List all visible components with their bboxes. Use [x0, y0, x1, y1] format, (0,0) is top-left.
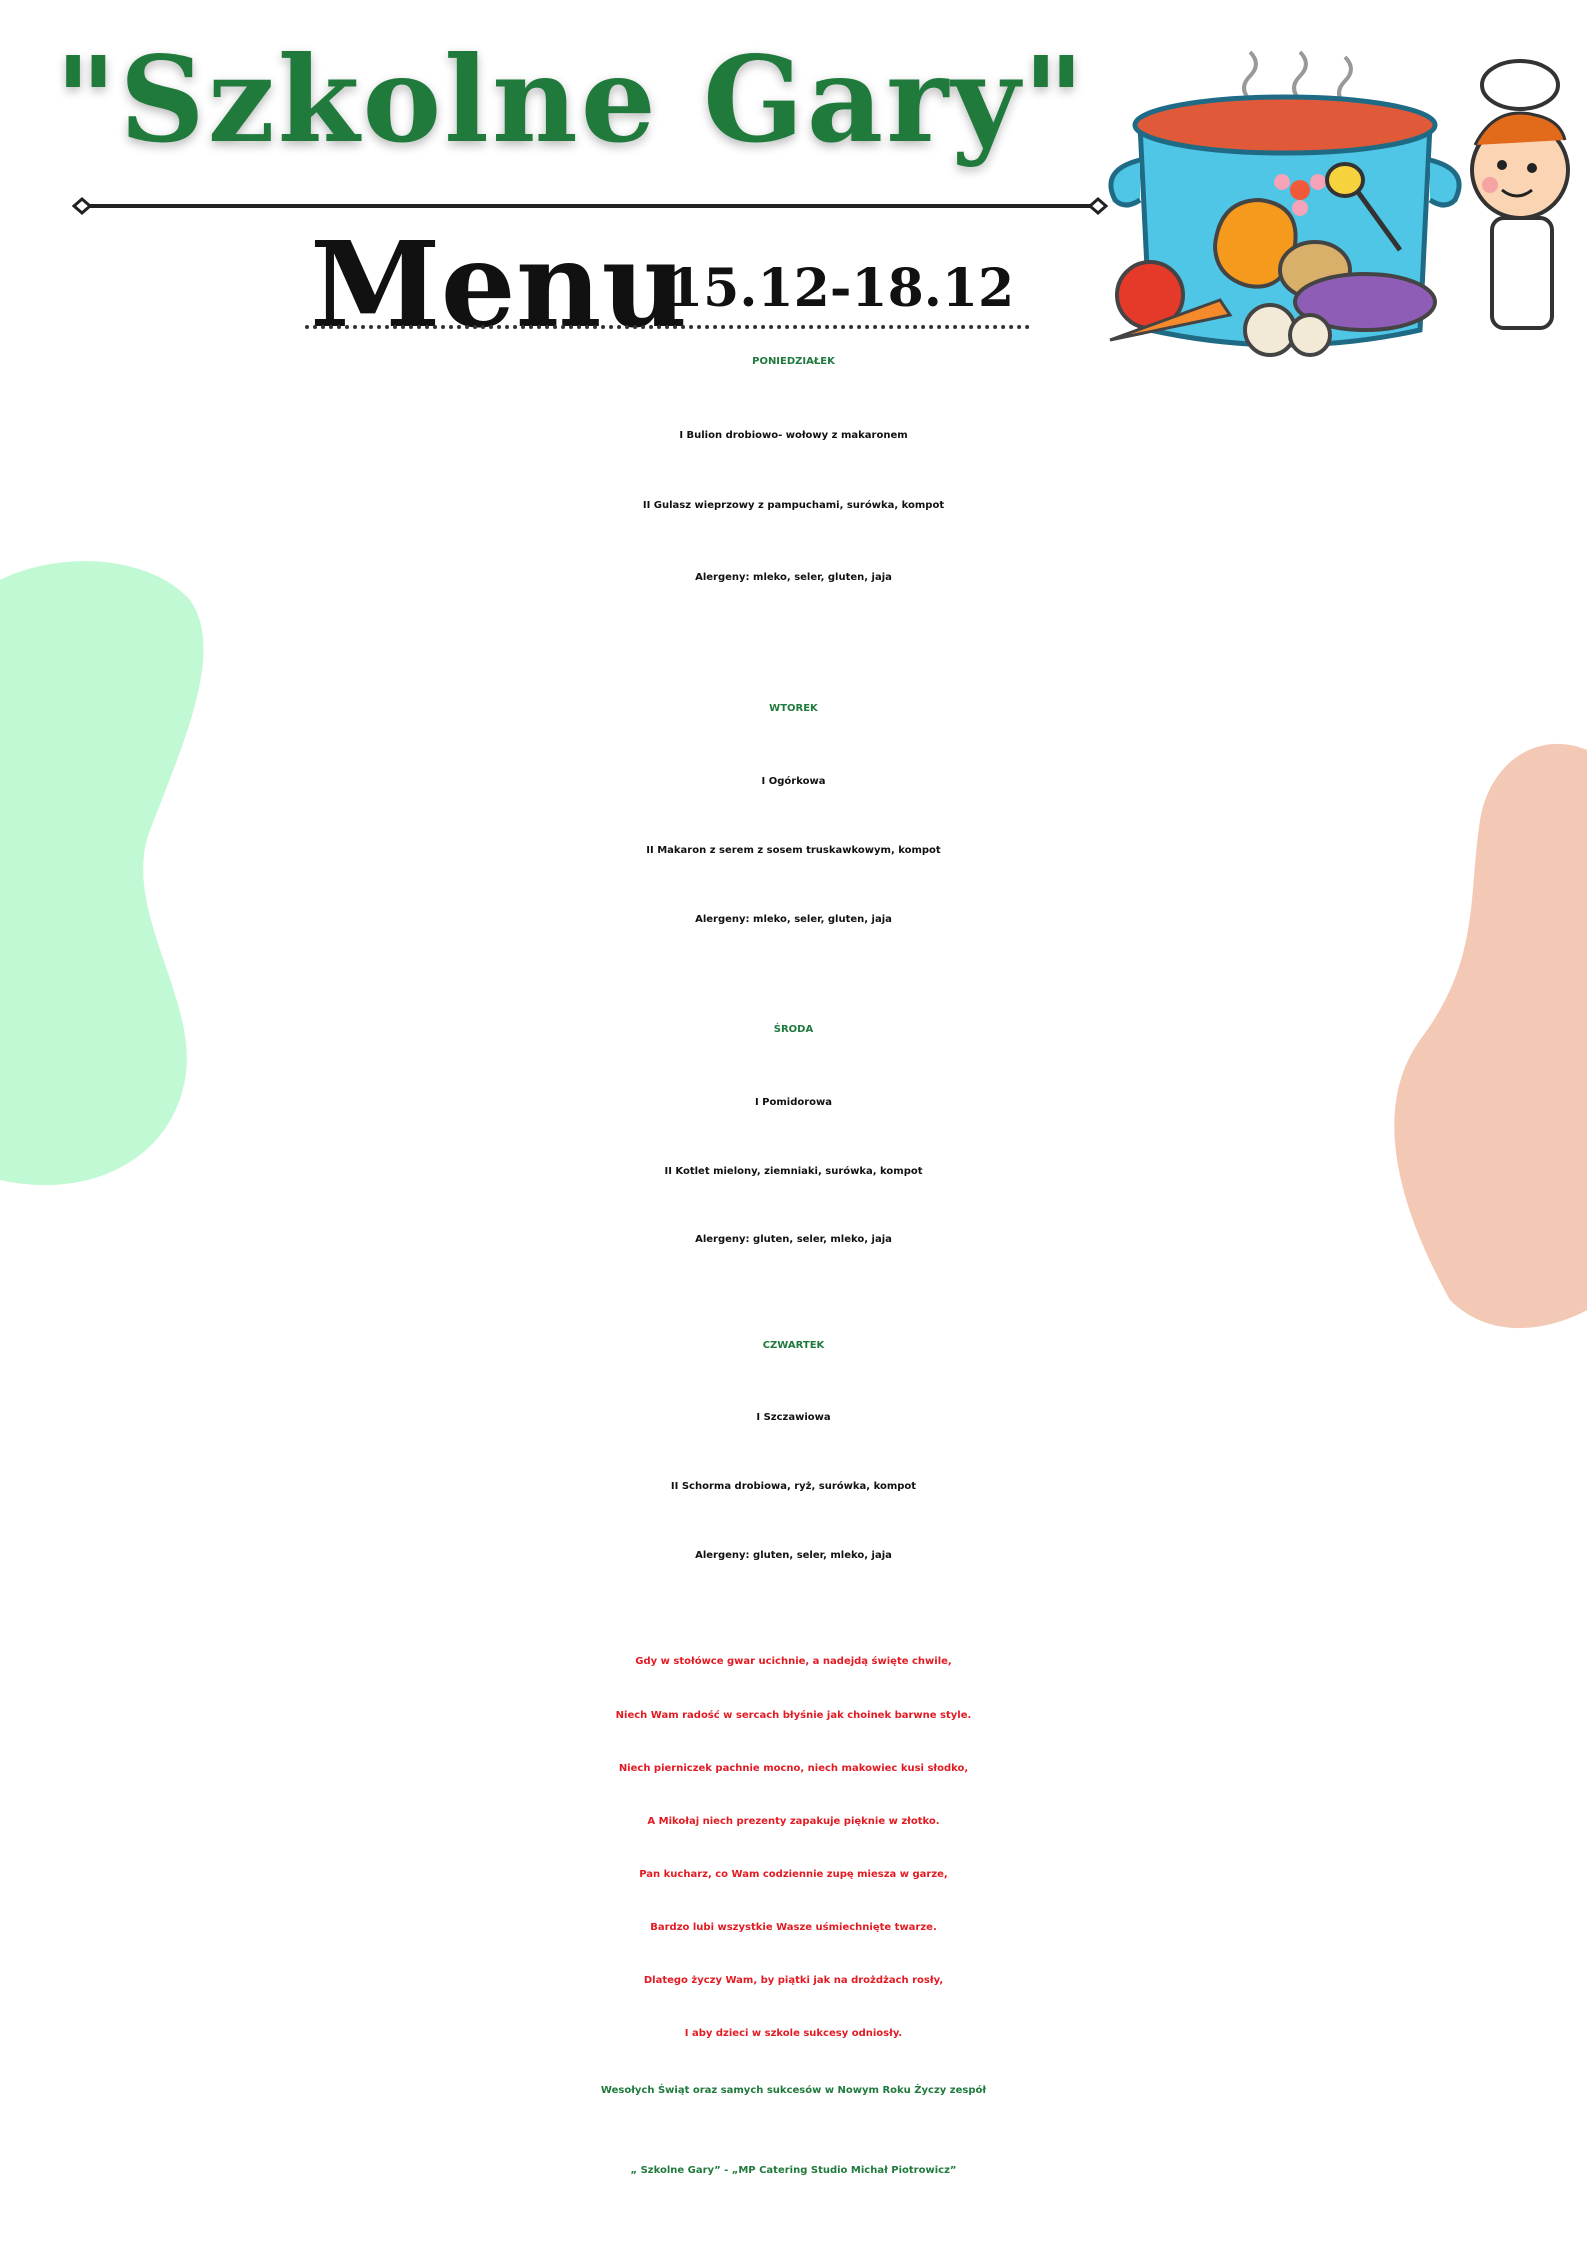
page-title: "Szkolne Gary"	[55, 30, 1088, 169]
greeting-signature: „ Szkolne Gary” - „MP Catering Studio Michał Piotrowicz”	[630, 2165, 957, 2176]
allergens-info: Alergeny: mleko, seler, gluten, jaja	[695, 572, 892, 583]
dish-second-course: II Makaron z serem z sosem truskawkowym, kompot	[646, 845, 941, 856]
cooking-pot-illustration	[1100, 40, 1570, 370]
dish-first-course: I Bulion drobiowo- wołowy z makaronem	[679, 430, 908, 441]
poem-line: Niech Wam radość w sercach błyśnie jak choinek barwne style.	[615, 1710, 972, 1721]
day-heading-monday: PONIEDZIAŁEK	[752, 356, 835, 367]
dish-second-course: II Kotlet mielony, ziemniaki, surówka, kompot	[664, 1166, 923, 1177]
dish-second-course: II Gulasz wieprzowy z pampuchami, surówka, kompot	[642, 500, 945, 511]
poem-line: Niech pierniczek pachnie mocno, niech makowiec kusi słodko,	[618, 1763, 969, 1774]
allergens-info: Alergeny: gluten, seler, mleko, jaja	[695, 1550, 892, 1561]
poem-line: Gdy w stołówce gwar ucichnie, a nadejdą święte chwile,	[635, 1656, 952, 1667]
dish-second-course: II Schorma drobiowa, ryż, surówka, kompot	[670, 1481, 917, 1492]
dotted-underline	[305, 325, 1030, 329]
day-heading-thursday: CZWARTEK	[762, 1340, 825, 1351]
dish-first-course: I Pomidorowa	[754, 1097, 833, 1108]
title-divider	[72, 196, 1108, 216]
day-heading-tuesday: WTOREK	[769, 703, 818, 714]
poem-line: A Mikołaj niech prezenty zapakuje pięknie w złotko.	[647, 1816, 940, 1827]
menu-heading: Menu	[310, 215, 688, 354]
day-heading-wednesday: ŚRODA	[773, 1024, 814, 1035]
date-range: 15.12-18.12	[667, 258, 1015, 319]
allergens-info: Alergeny: gluten, seler, mleko, jaja	[695, 1234, 892, 1245]
poem-line: Pan kucharz, co Wam codziennie zupę miesza w garze,	[639, 1869, 948, 1880]
greeting-line: Wesołych Świąt oraz samych sukcesów w Nowym Roku Życzy zespół	[600, 2085, 987, 2096]
poem-line: I aby dzieci w szkole sukcesy odniosły.	[684, 2028, 903, 2039]
poem-line: Dlatego życzy Wam, by piątki jak na drożdżach rosły,	[643, 1975, 944, 1986]
dish-first-course: I Szczawiowa	[756, 1412, 831, 1423]
allergens-info: Alergeny: mleko, seler, gluten, jaja	[695, 914, 892, 925]
dish-first-course: I Ogórkowa	[761, 776, 826, 787]
poem-line: Bardzo lubi wszystkie Wasze uśmiechnięte twarze.	[650, 1922, 937, 1933]
